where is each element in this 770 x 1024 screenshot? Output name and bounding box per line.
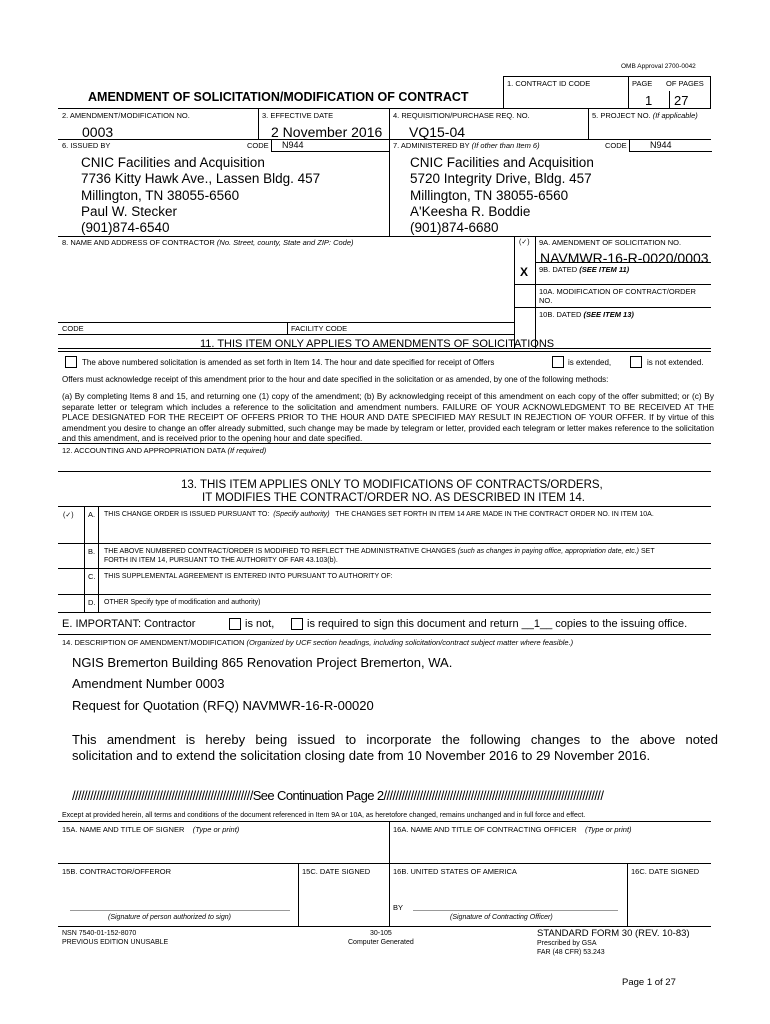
- item-e-label: E. IMPORTANT: Contractor: [62, 618, 196, 630]
- far-reference: FAR (48 CFR) 53.243: [537, 949, 605, 956]
- signature-person-caption: (Signature of person authorized to sign): [108, 914, 231, 921]
- issued-by-label: 6. ISSUED BY: [62, 141, 111, 150]
- is-not-label: is not,: [245, 618, 275, 630]
- item-13a-text: THIS CHANGE ORDER IS ISSUED PURSUANT TO: (Specify authority) THE CHANGES SET FORTH IN ITEM 14 ARE MADE IN THE CONTRACT ORDER NO. IN ITEM 10A.: [104, 511, 654, 518]
- item-14-body-1: This amendment is hereby being issued to incorporate the following changes to the above noted: [72, 732, 718, 747]
- item-10a-label: 10A. MODIFICATION OF CONTRACT/ORDER NO.: [539, 287, 696, 305]
- form-code: 30-105: [370, 930, 392, 937]
- issued-code-label: CODE: [247, 141, 269, 150]
- is-extended-checkbox[interactable]: [552, 356, 564, 368]
- signature-co-caption: (Signature of Contracting Officer): [450, 914, 553, 921]
- item-9a-label: 9A. AMENDMENT OF SOLICITATION NO.: [539, 238, 682, 247]
- item-14-label: 14. DESCRIPTION OF AMENDMENT/MODIFICATION (Organized by UCF section headings, including solicitation/contract subject matter where feasible.): [62, 638, 574, 647]
- facility-code-label: FACILITY CODE: [291, 324, 348, 333]
- prescribed-by: Prescribed by GSA: [537, 940, 597, 947]
- page-label: PAGE: [632, 79, 653, 88]
- item-13d-text: OTHER Specify type of modification and authority): [104, 599, 261, 606]
- item-13c-letter: C.: [88, 572, 96, 581]
- item-9a-checkmark: X: [520, 265, 529, 279]
- continuation-line: ////////////////////////////////////////////////////////////See Continuation Page 2/////////////////////////////////////////////////////////////////////////: [72, 788, 604, 803]
- item-13b-letter: B.: [88, 547, 96, 556]
- total-pages: 27: [674, 93, 689, 108]
- page-footer: Page 1 of 27: [622, 977, 676, 988]
- is-required-checkbox[interactable]: [291, 618, 303, 630]
- is-not-checkbox[interactable]: [229, 618, 241, 630]
- administered-by-label: 7. ADMINISTERED BY (If other than Item 6): [393, 141, 540, 150]
- is-not-extended-label: is not extended.: [647, 358, 704, 367]
- item-11-paragraph: (a) By completing Items 8 and 15, and returning one (1) copy of the amendment; (b) By acknowledging receipt of this amendment on each copy of the offer submitted; or (c) By separate letter or telegram which includes a reference to the solicitation and amendment numbers. FAILURE OF YOUR ACKNOWLEDGMENT TO BE RECEIVED AT THE PLACE DESIGNATED FOR THE RECEIPT OF OFFERS PRIOR TO THE HOUR AND DATE SPECIFIED MAY RESULT IN REJECTION OF YOUR OFFER. If by virtue of this amendment you desire to change an offer already submitted, such change may be made by telegram or letter, provided each telegram or letter makes reference to the solicitation and this amendment, and is received prior to the opening hour and date specified.: [62, 391, 714, 444]
- item-14-line1: NGIS Bremerton Building 865 Renovation Project Bremerton, WA.: [72, 655, 453, 670]
- admin-code-value: N944: [650, 140, 672, 150]
- item-13-title-2: IT MODIFIES THE CONTRACT/ORDER NO. AS DESCRIBED IN ITEM 14.: [202, 492, 585, 504]
- terms-note: Except at provided herein, all terms and conditions of the document referenced in Item 9A or 10A, as heretofore changed, remains unchanged and in full force and effect.: [62, 812, 586, 819]
- amendment-no-value: 0003: [82, 124, 114, 140]
- item-13-check-header: (✓): [63, 512, 74, 519]
- is-extended-label: is extended,: [568, 358, 612, 367]
- item-11-line1: The above numbered solicitation is amended as set forth in Item 14. The hour and date specified for receipt of Offers: [82, 358, 495, 367]
- item-11-title: 11. THIS ITEM ONLY APPLIES TO AMENDMENTS OF SOLICITATIONS: [200, 338, 555, 350]
- item-13a-letter: A.: [88, 510, 96, 519]
- item-13d-letter: D.: [88, 598, 96, 607]
- item-14-line2: Amendment Number 0003: [72, 676, 225, 691]
- item-15b-label: 15B. CONTRACTOR/OFFEROR: [62, 867, 172, 876]
- item-13-title-1: 13. THIS ITEM APPLIES ONLY TO MODIFICATIONS OF CONTRACTS/ORDERS,: [181, 479, 603, 491]
- item-15a-label: 15A. NAME AND TITLE OF SIGNER (Type or print): [62, 825, 240, 834]
- item-15c-label: 15C. DATE SIGNED: [302, 867, 371, 876]
- contractor-code-label: CODE: [62, 324, 84, 333]
- issued-code-value: N944: [282, 140, 304, 150]
- effective-date-label: 3. EFFECTIVE DATE: [262, 111, 334, 120]
- item-11-line2: Offers must acknowledge receipt of this amendment prior to the hour and date specified in the solicitation or as amended, by one of the following methods:: [62, 375, 609, 384]
- standard-form: STANDARD FORM 30 (REV. 10-83): [537, 928, 690, 939]
- computer-generated: Computer Generated: [348, 939, 414, 946]
- item-16c-label: 16C. DATE SIGNED: [631, 867, 700, 876]
- item-13b-text-2: FORTH IN ITEM 14, PURSUANT TO THE AUTHORITY OF FAR 43.103(b).: [104, 557, 338, 564]
- item-9b-label: 9B. DATED (SEE ITEM 11): [539, 265, 630, 274]
- administered-by-address: CNIC Facilities and Acquisition 5720 Integrity Drive, Bldg. 457 Millington, TN 38055-6560 A'Keesha R. Boddie (901)874-6680: [410, 155, 594, 236]
- effective-date-value: 2 November 2016: [271, 124, 383, 140]
- amendment-no-label: 2. AMENDMENT/MODIFICATION NO.: [62, 111, 190, 120]
- item-14-body-2: solicitation and to extend the solicitation closing date from 10 November 2016 to 29 November 2016.: [72, 748, 651, 763]
- item-13c-text: THIS SUPPLEMENTAL AGREEMENT IS ENTERED INTO PURSUANT TO AUTHORITY OF:: [104, 573, 393, 580]
- item-13b-text: THE ABOVE NUMBERED CONTRACT/ORDER IS MODIFIED TO REFLECT THE ADMINISTRATIVE CHANGES (such as changes in paying office, appropriation date, etc.) SET: [104, 548, 655, 555]
- item-14-line3: Request for Quotation (RFQ) NAVMWR-16-R-00020: [72, 698, 374, 713]
- admin-code-label: CODE: [605, 141, 627, 150]
- requisition-label: 4. REQUISITION/PURCHASE REQ. NO.: [393, 111, 530, 120]
- is-required-label: is required to sign this document and return __1__ copies to the issuing office.: [307, 618, 688, 630]
- item-12-label: 12. ACCOUNTING AND APPROPRIATION DATA (If required): [62, 446, 267, 455]
- check-mark-header: (✓): [519, 239, 530, 246]
- project-no-label: 5. PROJECT NO. (If applicable): [592, 111, 698, 120]
- contract-id-label: 1. CONTRACT ID CODE: [507, 79, 591, 88]
- of-pages-label: OF PAGES: [666, 79, 704, 88]
- page-number: 1: [645, 93, 653, 108]
- item-10b-label: 10B. DATED (SEE ITEM 13): [539, 310, 634, 319]
- requisition-value: VQ15-04: [409, 124, 466, 140]
- contractor-address-label: 8. NAME AND ADDRESS OF CONTRACTOR (No. Street, county, State and ZIP: Code): [62, 238, 354, 247]
- issued-by-address: CNIC Facilities and Acquisition 7736 Kitty Hawk Ave., Lassen Bldg. 457 Millington, TN 38055-6560 Paul W. Stecker (901)874-6540: [81, 155, 321, 236]
- is-not-extended-checkbox[interactable]: [630, 356, 642, 368]
- form-title: AMENDMENT OF SOLICITATION/MODIFICATION OF CONTRACT: [88, 90, 469, 104]
- item-16b-label: 16B. UNITED STATES OF AMERICA: [393, 867, 517, 876]
- nsn-number: NSN 7540-01-152-8070: [62, 930, 137, 937]
- item-9a-value: NAVMWR-16-R-0020/0003: [540, 250, 709, 266]
- solicitation-amended-checkbox[interactable]: [65, 356, 77, 368]
- item-16a-label: 16A. NAME AND TITLE OF CONTRACTING OFFICER (Type or print): [393, 825, 632, 834]
- previous-edition: PREVIOUS EDITION UNUSABLE: [62, 939, 169, 946]
- by-label: BY: [393, 903, 404, 912]
- omb-approval: OMB Approval 2700-0042: [621, 63, 696, 70]
